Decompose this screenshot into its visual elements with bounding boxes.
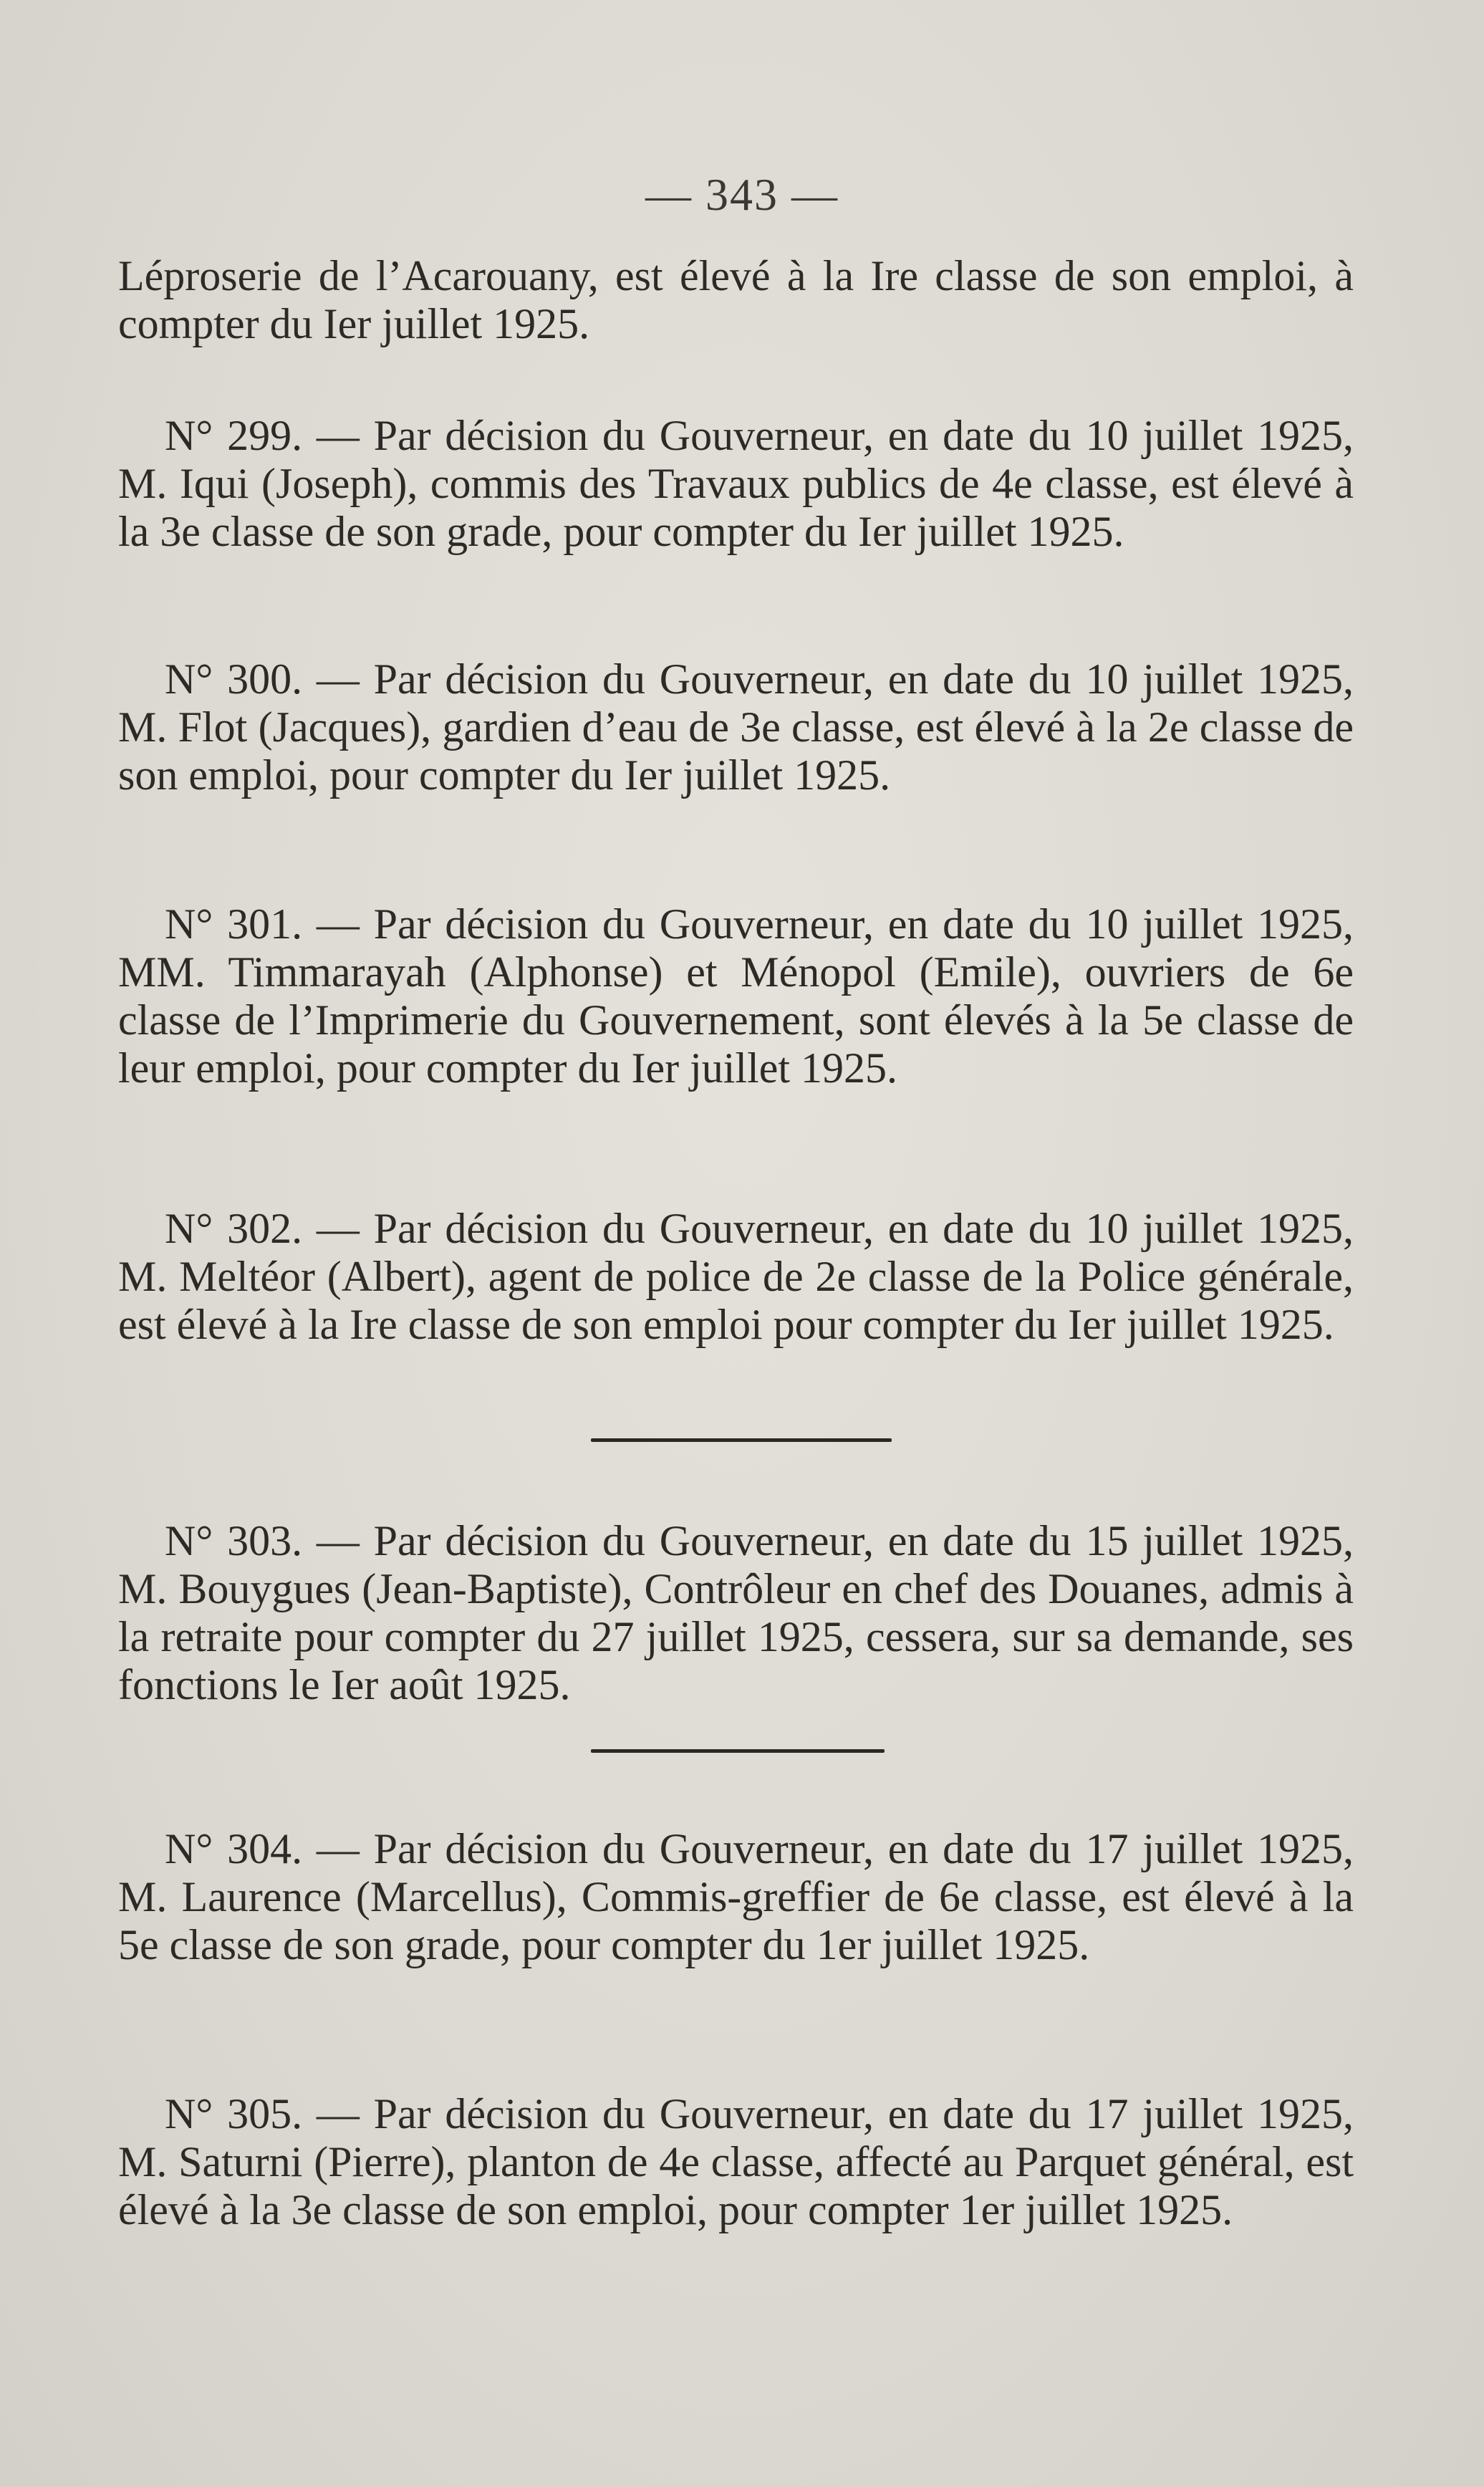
decision-text: Par décision du Gouverneur, en date du 15 juillet 1925, M. Bouygues (Jean-Baptiste), Contrôleur en chef des Douanes, admis à la retraite pour compter du 27 juillet 1925, cessera, sur sa demande, ses fonctions le Ier août 1925.	[118, 1517, 1354, 1708]
decision-text: Par décision du Gouverneur, en date du 10 juillet 1925, MM. Timmarayah (Alphonse) et Ménopol (Emile), ouvriers de 6e classe de l’Imprimerie du Gouvernement, sont élevés à la 5e classe de leur emploi, pour compter du Ier juillet 1925.	[118, 900, 1354, 1092]
decision-number: N° 299. —	[165, 412, 374, 459]
decision-302	[118, 1205, 1354, 1349]
intro-text: Léproserie de l’Acarouany, est élevé à la Ire classe de son emploi, à compter du Ier juillet 1925.	[118, 252, 1354, 347]
decision-text: Par décision du Gouverneur, en date du 17 juillet 1925, M. Saturni (Pierre), planton de 4e classe, affecté au Parquet général, est élevé à la 3e classe de son emploi, pour compter 1er juillet 1925.	[118, 2090, 1354, 2233]
intro-paragraph	[118, 252, 1354, 348]
decision-number: N° 304. —	[165, 1825, 374, 1872]
decision-303	[118, 1517, 1354, 1709]
decision-number: N° 301. —	[165, 900, 374, 948]
decision-299	[118, 412, 1354, 556]
section-divider	[591, 1749, 885, 1753]
decision-number: N° 302. —	[165, 1205, 374, 1252]
decision-301	[118, 900, 1354, 1092]
decision-text: Par décision du Gouverneur, en date du 17 juillet 1925, M. Laurence (Marcellus), Commis-greffier de 6e classe, est élevé à la 5e classe de son grade, pour compter du 1er juillet 1925.	[118, 1825, 1354, 1968]
decision-300	[118, 655, 1354, 799]
decision-305	[118, 2090, 1354, 2234]
decision-number: N° 305. —	[165, 2090, 374, 2137]
page-number: — 343 —	[645, 169, 839, 220]
decision-text: Par décision du Gouverneur, en date du 10 juillet 1925, M. Iqui (Joseph), commis des Travaux publics de 4e classe, est élevé à la 3e classe de son grade, pour compter du Ier juillet 1925.	[118, 412, 1354, 555]
decision-number: N° 303. —	[165, 1517, 374, 1564]
decision-304	[118, 1825, 1354, 1969]
decision-number: N° 300. —	[165, 655, 374, 703]
section-divider	[591, 1438, 892, 1442]
decision-text: Par décision du Gouverneur, en date du 10 juillet 1925, M. Flot (Jacques), gardien d’eau de 3e classe, est élevé à la 2e classe de son emploi, pour compter du Ier juillet 1925.	[118, 655, 1354, 799]
decision-text: Par décision du Gouverneur, en date du 10 juillet 1925, M. Meltéor (Albert), agent de police de 2e classe de la Police générale, est élevé à la Ire classe de son emploi pour compter du Ier juillet 1925.	[118, 1205, 1354, 1348]
